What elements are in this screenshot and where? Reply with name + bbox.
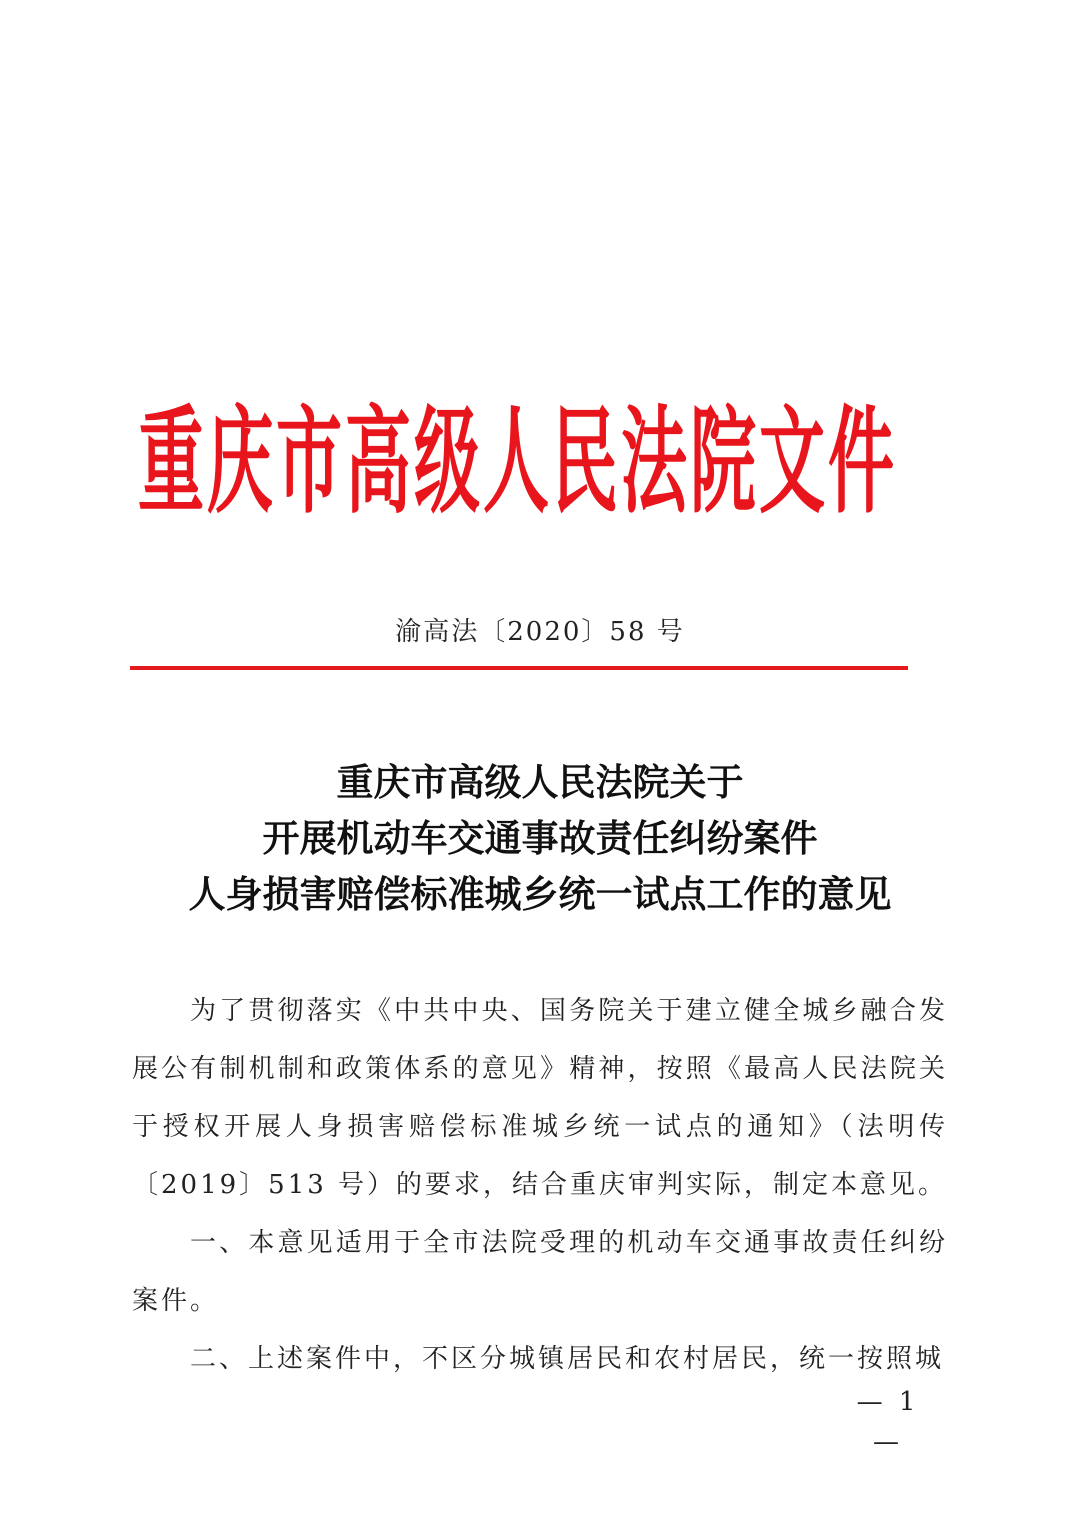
body-paragraph-2: 一、本意见适用于全市法院受理的机动车交通事故责任纠纷案件。 [132, 1228, 948, 1316]
red-divider-line [130, 666, 908, 670]
page-number: — 1 — [856, 1387, 920, 1457]
title-line-3: 人身损害赔偿标准城乡统一试点工作的意见 [188, 873, 892, 916]
document-body [132, 982, 948, 1388]
body-paragraph-3: 二、上述案件中，不区分城镇居民和农村居民，统一按照城 [190, 1344, 945, 1374]
masthead-text: 重庆市高级人民法院文件 [138, 394, 897, 530]
document-title [60, 755, 1020, 923]
document-number: 渝高法〔2020〕58 号 [395, 617, 685, 647]
masthead-red-header [138, 388, 898, 538]
title-line-2: 开展机动车交通事故责任纠纷案件 [262, 817, 818, 860]
body-paragraph-1: 为了贯彻落实《中共中央、国务院关于建立健全城乡融合发展公有制机制和政策体系的意见》精神，按照《最高人民法院关于授权开展人身损害赔偿标准城乡统一试点的通知》（法明传〔2019〕513 号）的要求，结合重庆审判实际，制定本意见。 [132, 996, 948, 1200]
title-line-1: 重庆市高级人民法院关于 [336, 761, 744, 804]
